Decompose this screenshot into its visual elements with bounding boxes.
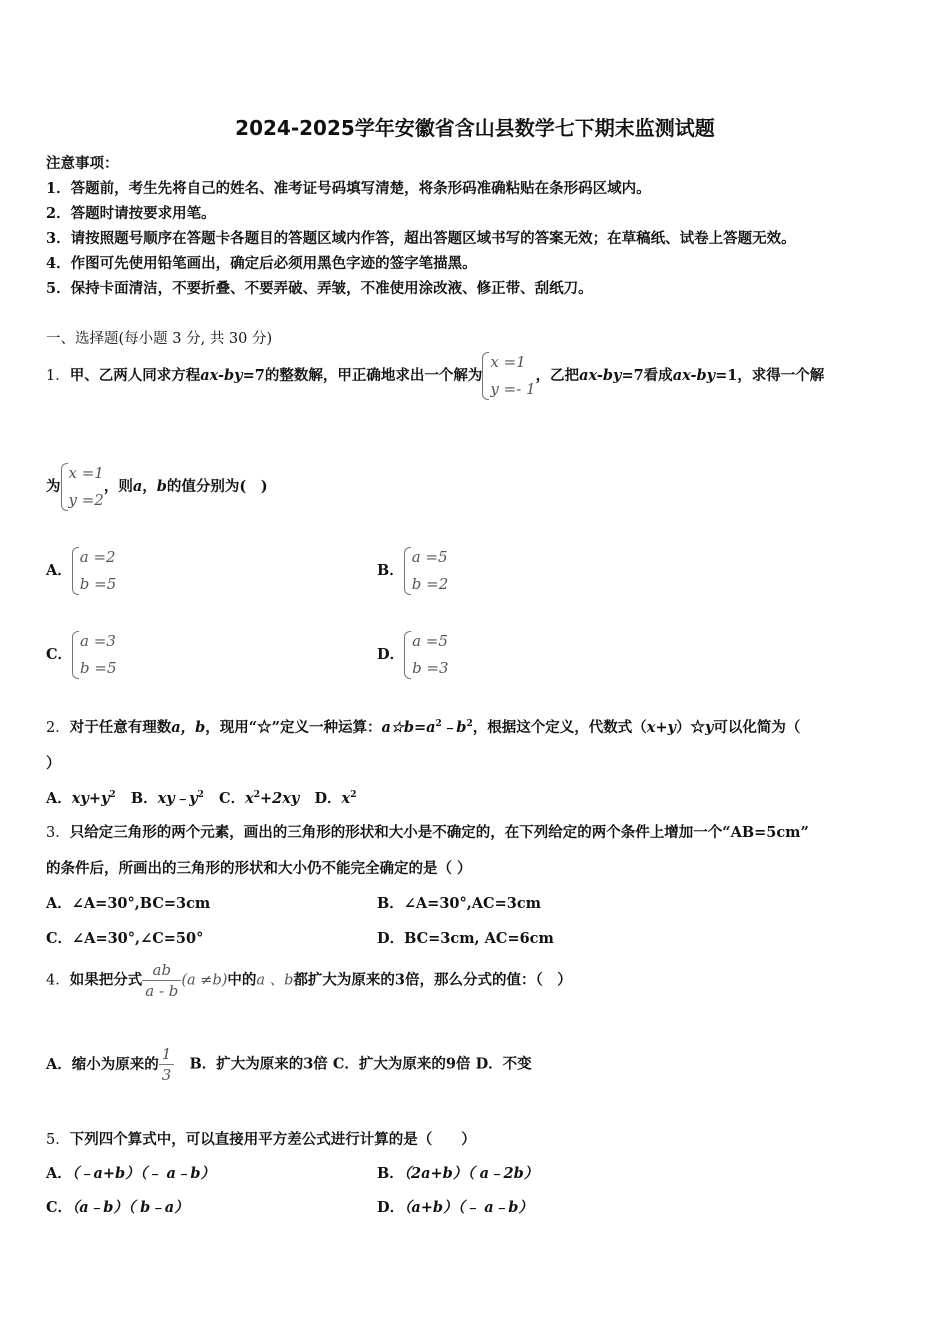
q5-option-d[interactable]: D．（a+b）（﹣ a﹣b）: [377, 1199, 533, 1216]
notice-item-2: 2．答题时请按要求用笔。: [46, 205, 216, 222]
question-4-line-1: 4．如果把分式 $\frac{ab}{a - b}$ (a ≠b)中的a 、b都扩大为原来的3倍，那么分式的值：（ ）: [46, 961, 572, 1000]
q5-option-c[interactable]: C．（a﹣b）（ b﹣a）: [46, 1199, 189, 1216]
question-1-line-2: 为 x =1 y =2 ，则a，b的值分别为( ): [46, 460, 268, 514]
question-5-line-1: 5．下列四个算式中，可以直接用平方差公式进行计算的是（ ）: [46, 1131, 476, 1148]
q4-options: [46, 1044, 532, 1085]
notice-item-5: 5．保持卡面清洁，不要折叠、不要弄破、弄皱，不准使用涂改液、修正带、刮纸刀。: [46, 280, 593, 297]
q1-option-b[interactable]: B． a =5 b =2: [377, 544, 448, 598]
equation-system: x =1 y =- 1: [482, 349, 535, 403]
notice-heading: 注意事项：: [46, 155, 119, 172]
q2-option-d[interactable]: D．$x^2$: [314, 790, 357, 807]
section-heading: 一、选择题(每小题 3 分, 共 30 分): [46, 331, 273, 347]
q3-option-b[interactable]: B．∠A=30°,AC=3cm: [377, 895, 541, 912]
question-number: 1．: [46, 368, 70, 384]
q4-option-c[interactable]: C．扩大为原来的9倍: [332, 1055, 471, 1073]
q2-options: [46, 787, 356, 808]
q2-option-b[interactable]: B．$xy﹣y^2$: [130, 790, 204, 807]
question-3-line-2: 的条件后，所画出的三角形的形状和大小仍不能完全确定的是（ ）: [46, 860, 472, 877]
q5-option-b[interactable]: B．（2a+b）（ a﹣2b）: [377, 1165, 539, 1182]
q1-option-d[interactable]: D． a =5 b =3: [377, 628, 449, 682]
question-1-line-1: 1．甲、乙两人同求方程ax-by=7的整数解，甲正确地求出一个解为 x =1 y =- 1 ，乙把ax-by=7看成ax-by=1，求得一个解: [46, 349, 824, 403]
equation-system: x =1 y =2: [61, 460, 104, 514]
q1-option-c[interactable]: C． a =3 b =5: [46, 628, 117, 682]
q4-option-a[interactable]: A．缩小为原来的 $\frac{1}{3}$: [46, 1056, 174, 1073]
q2-option-a[interactable]: A．$xy+y^2$: [46, 790, 116, 807]
q3-option-d[interactable]: D．BC=3cm, AC=6cm: [377, 930, 554, 947]
question-2-line-2: ）: [46, 755, 61, 772]
q5-option-a[interactable]: A．（﹣a+b）（﹣ a﹣b）: [46, 1165, 216, 1182]
page-title: 2024-2025学年安徽省含山县数学七下期末监测试题: [235, 116, 715, 140]
q4-option-d[interactable]: D．不变: [475, 1055, 532, 1073]
q3-option-a[interactable]: A．∠A=30°,BC=3cm: [46, 895, 211, 912]
q4-option-b[interactable]: B．扩大为原来的3倍: [189, 1055, 328, 1073]
q1-option-a[interactable]: A． a =2 b =5: [46, 544, 116, 598]
fraction: $\frac{ab}{a - b}$: [142, 960, 181, 1001]
q2-option-c[interactable]: C．$x^2+2xy$: [219, 790, 300, 807]
notice-item-1: 1．答题前，考生先将自己的姓名、准考证号码填写清楚，将条形码准确粘贴在条形码区域内。: [46, 180, 651, 197]
notice-item-4: 4．作图可先使用铅笔画出，确定后必须用黑色字迹的签字笔描黑。: [46, 255, 477, 272]
q3-option-c[interactable]: C．∠A=30°,∠C=50°: [46, 930, 204, 947]
question-3-line-1: 3．只给定三角形的两个元素，画出的三角形的形状和大小是不确定的，在下列给定的两个条件上增加一个“AB=5cm”: [46, 824, 809, 841]
question-2-line-1: 2．对于任意有理数a，b，现用“☆”定义一种运算：$a☆b=a^2﹣b^2$，根据这个定义，代数式（x+y）☆y可以化简为（: [46, 719, 801, 736]
notice-item-3: 3．请按照题号顺序在答题卡各题目的答题区域内作答，超出答题区域书写的答案无效；在草稿纸、试卷上答题无效。: [46, 230, 796, 247]
